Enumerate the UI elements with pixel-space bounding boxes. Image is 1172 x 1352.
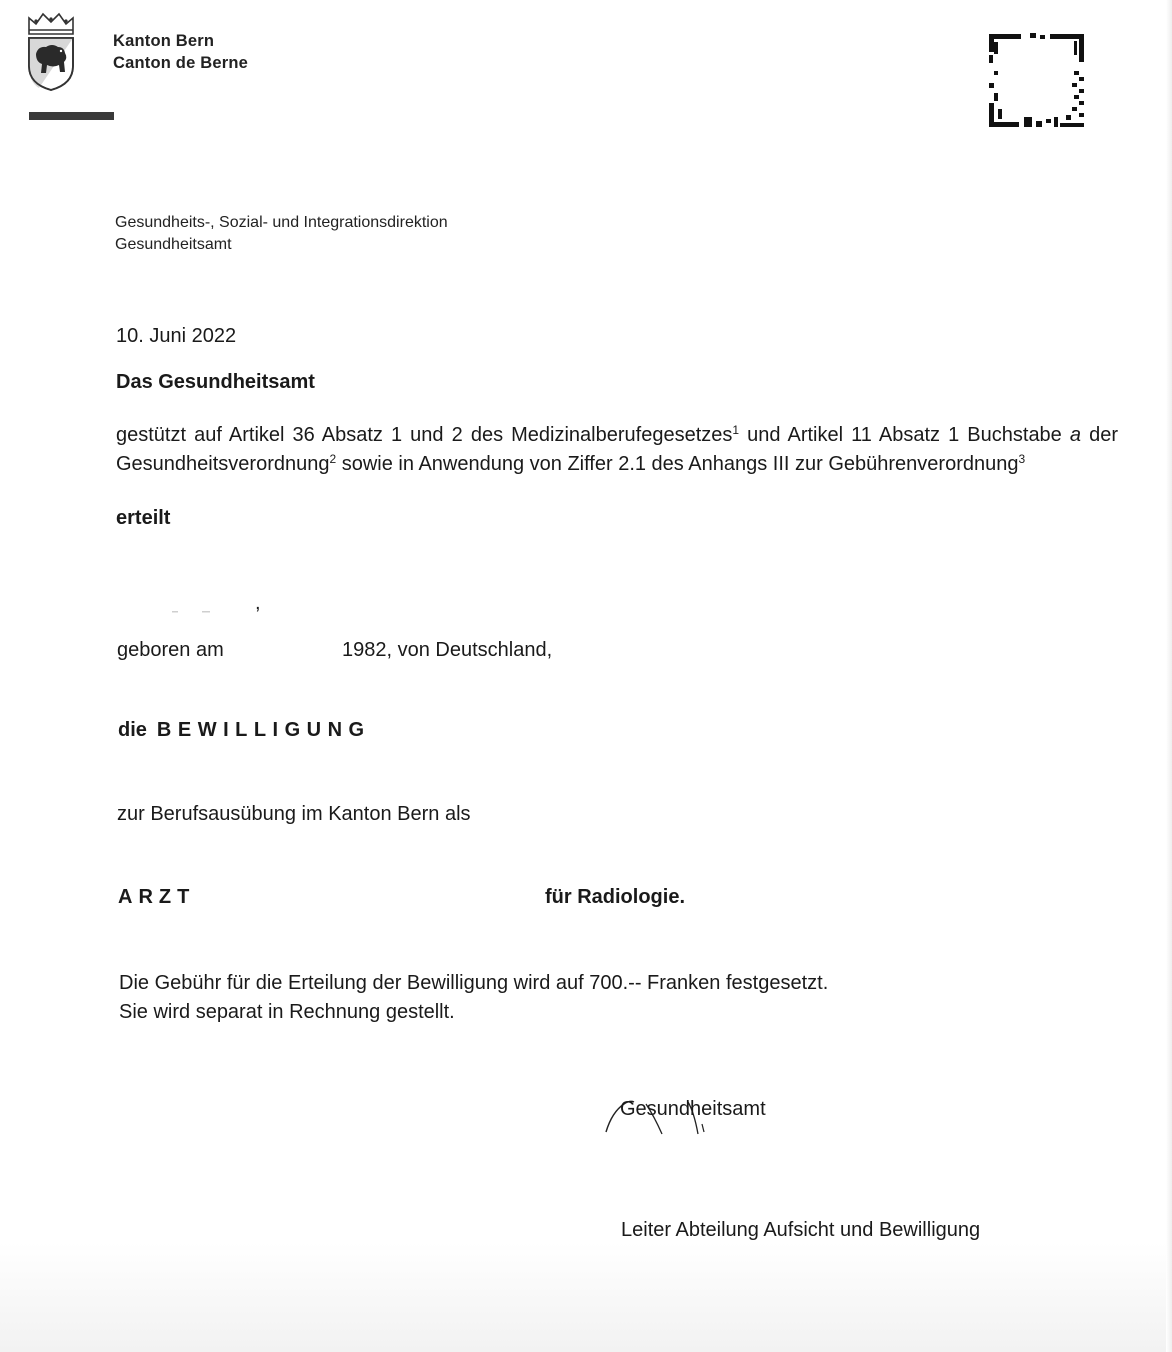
birth-details: 1982, von Deutschland,: [342, 639, 553, 661]
legal-basis-letter: a: [1069, 424, 1082, 446]
footnote-ref-3: 3: [1018, 452, 1026, 466]
department: [115, 212, 448, 256]
signature-title: Leiter Abteilung Aufsicht und Bewilligung: [621, 1219, 981, 1241]
practice-statement: zur Berufsausübung im Kanton Bern als: [117, 803, 471, 825]
footnote-ref-1: 1: [732, 423, 740, 437]
legal-basis-part4: sowie in Anwendung von Ziffer 2.1 des Anhangs III zur Gebührenverordnung: [336, 453, 1019, 475]
recipient-name-comma: ,: [255, 592, 261, 614]
fee-amount-line: Die Gebühr für die Erteilung der Bewilligung wird auf 700.-- Franken festgesetzt.: [119, 972, 829, 994]
profession: ARZT: [118, 886, 196, 908]
page-bottom-shade: [0, 1242, 1172, 1352]
legal-basis-part3: der Gesundheitsverordnung: [116, 424, 1118, 475]
fee-notice: [119, 969, 828, 1027]
fee-invoice-line: Sie wird separat in Rechnung gestellt.: [119, 1001, 455, 1023]
specialty: für Radiologie.: [545, 886, 685, 908]
canton-name: [113, 30, 248, 74]
canton-name-fr: Canton de Berne: [113, 54, 249, 72]
bern-coat-of-arms-icon: [26, 10, 76, 92]
department-office: Gesundheitsamt: [115, 236, 232, 253]
permit-heading: [118, 719, 371, 742]
signature-organization: Gesundheitsamt: [620, 1098, 766, 1120]
legal-basis-part1: gestützt auf Artikel 36 Absatz 1 und 2 des Medizinalberufegesetzes: [116, 424, 733, 446]
header-bar: [29, 112, 114, 120]
redacted-name-trace: [172, 611, 232, 613]
permit-word: BEWILLIGUNG: [156, 719, 371, 741]
birth-label: geboren am: [117, 639, 224, 661]
page-right-edge: [1166, 0, 1172, 1352]
permit-article: die: [118, 719, 147, 741]
canton-name-de: Kanton Bern: [113, 32, 215, 50]
legal-basis: [116, 421, 1118, 479]
footnote-ref-2: 2: [329, 452, 337, 466]
issuing-authority: Das Gesundheitsamt: [116, 371, 315, 393]
legal-basis-part2: und Artikel 11 Absatz 1 Buchstabe: [739, 424, 1070, 446]
grants-verb: erteilt: [116, 507, 171, 529]
department-directorate: Gesundheits-, Sozial- und Integrationsdirektion: [115, 214, 448, 231]
qr-code-icon: [986, 31, 1088, 129]
document-date: 10. Juni 2022: [116, 325, 237, 347]
